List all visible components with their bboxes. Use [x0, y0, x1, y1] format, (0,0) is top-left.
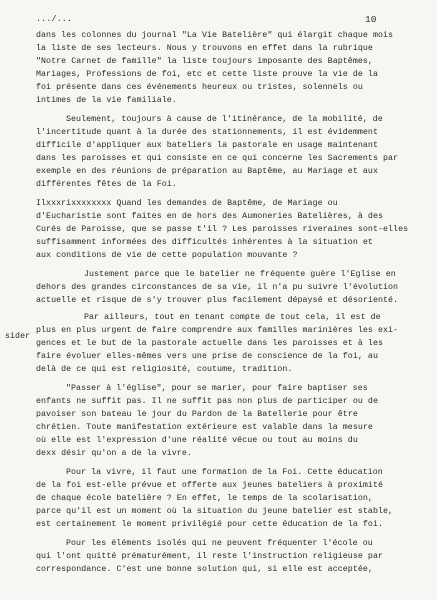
text-line: correspondance. C'est une bonne solution qui, si elle est acceptée, — [36, 565, 373, 574]
text-line: plus en plus urgent de faire comprendre aux familles marinières les exi- — [36, 326, 399, 335]
text-line: faire évoluer elles-mêmes vers une prise de conscience de la foi, au — [36, 352, 378, 361]
text-line: la liste de ses lecteurs. Nous y trouvons en effet dans la rubrique — [36, 44, 373, 53]
text-line: d'Eucharistie sont faites en de hors des Aumoneries Batelières, à des — [36, 212, 383, 221]
text-line: qui l'ont quitté prématurément, il reste l'instruction religieuse par — [36, 552, 383, 561]
text-line: foi présente dans ces événements heureux ou tristes, solennels ou — [36, 83, 363, 92]
text-line: dexx désir qu'on a de la vivre. — [36, 449, 192, 458]
text-line: intimes de la vie familiale. — [36, 96, 177, 105]
text-line: dehors des grandes circonstances de sa vie, il n'a pu suivre l'évolution — [36, 283, 399, 292]
text-line: Curés de Paroisse, que se passe t'il ? Les paroisses riveraines sont-elles — [36, 225, 409, 234]
text-line: difficile d'appliquer aux bateliers la pastorale en usage maintenant — [36, 141, 378, 150]
page-number: 10 — [365, 14, 377, 25]
text-line: Pour la vivre, il faut une formation de la Foi. Cette éducation — [66, 468, 383, 477]
text-line: Ilxxxrixxxxxxxx Quand les demandes de Baptême, de Mariage ou — [36, 199, 338, 208]
text-line: parce qu'il est un moment où la situation du jeune batelier est stable, — [36, 507, 394, 516]
text-line: suffisamment informées des difficultés inhérentes à la situation et — [36, 238, 373, 247]
text-line: "Passer à l'église", pour se marier, pour faire baptiser ses — [66, 384, 368, 393]
text-line: exemple en des réunions de préparation au Baptême, au Mariage et aux — [36, 167, 378, 176]
text-line: dans les paroisses et qui consiste en ce qui concerne les Sacrements par — [36, 154, 399, 163]
text-line: Mariages, Professions de foi, etc et cette liste prouve la vie de la — [36, 70, 378, 79]
text-line: actuelle et risque de s'y trouver plus facilement dépaysé et désorienté. — [36, 296, 399, 305]
text-line: l'incertitude quant à la durée des stationnements, il est évidemment — [36, 128, 378, 137]
text-line: de la foi est-elle prévue et offerte aux jeunes bateliers à proximité — [36, 481, 383, 490]
text-line: gences et le but de la pastorale actuelle dans les paroisses et à les — [36, 339, 383, 348]
text-line: Pour les éléments isolés qui ne peuvent fréquenter l'école ou — [66, 539, 373, 548]
text-line: Justement parce que le batelier ne fréquente guère l'Eglise en — [84, 270, 396, 279]
text-line: delà de ce qui est religiosité, coutume, tradition. — [36, 365, 293, 374]
text-line: enfants ne suffit pas. Il ne suffit pas non plus de participer ou de — [36, 397, 378, 406]
margin-annotation: sider — [5, 332, 31, 341]
text-line: chrétien. Toute manifestation extérieure est valable dans la mesure — [36, 423, 373, 432]
continuation-marker: .../... — [36, 14, 73, 24]
text-line: où elle est l'expression d'une réalité vécue ou tout au moins du — [36, 436, 358, 445]
text-line: "Notre Carnet de famille" la liste toujours imposante des Baptêmes, — [36, 57, 373, 66]
text-line: dans les colonnes du journal "La Vie Batelière" qui élargit chaque mois — [36, 31, 394, 40]
text-line: Par ailleurs, tout en tenant compte de tout cela, il est de — [84, 313, 381, 322]
text-line: différentes fêtes de la Foi. — [36, 180, 177, 189]
text-line: Seulement, toujours à cause de l'itinérance, de la mobilité, de — [66, 115, 383, 124]
text-line: pavoiser son bateau le jour du Pardon de la Batellerie pour être — [36, 410, 358, 419]
text-line: est certainement le moment privilégié pour cette éducation de la foi. — [36, 520, 383, 529]
text-line: de chaque école batelière ? En effet, le temps de la scolarisation, — [36, 494, 373, 503]
text-line: aux conditions de vie de cette population mouvante ? — [36, 251, 298, 260]
